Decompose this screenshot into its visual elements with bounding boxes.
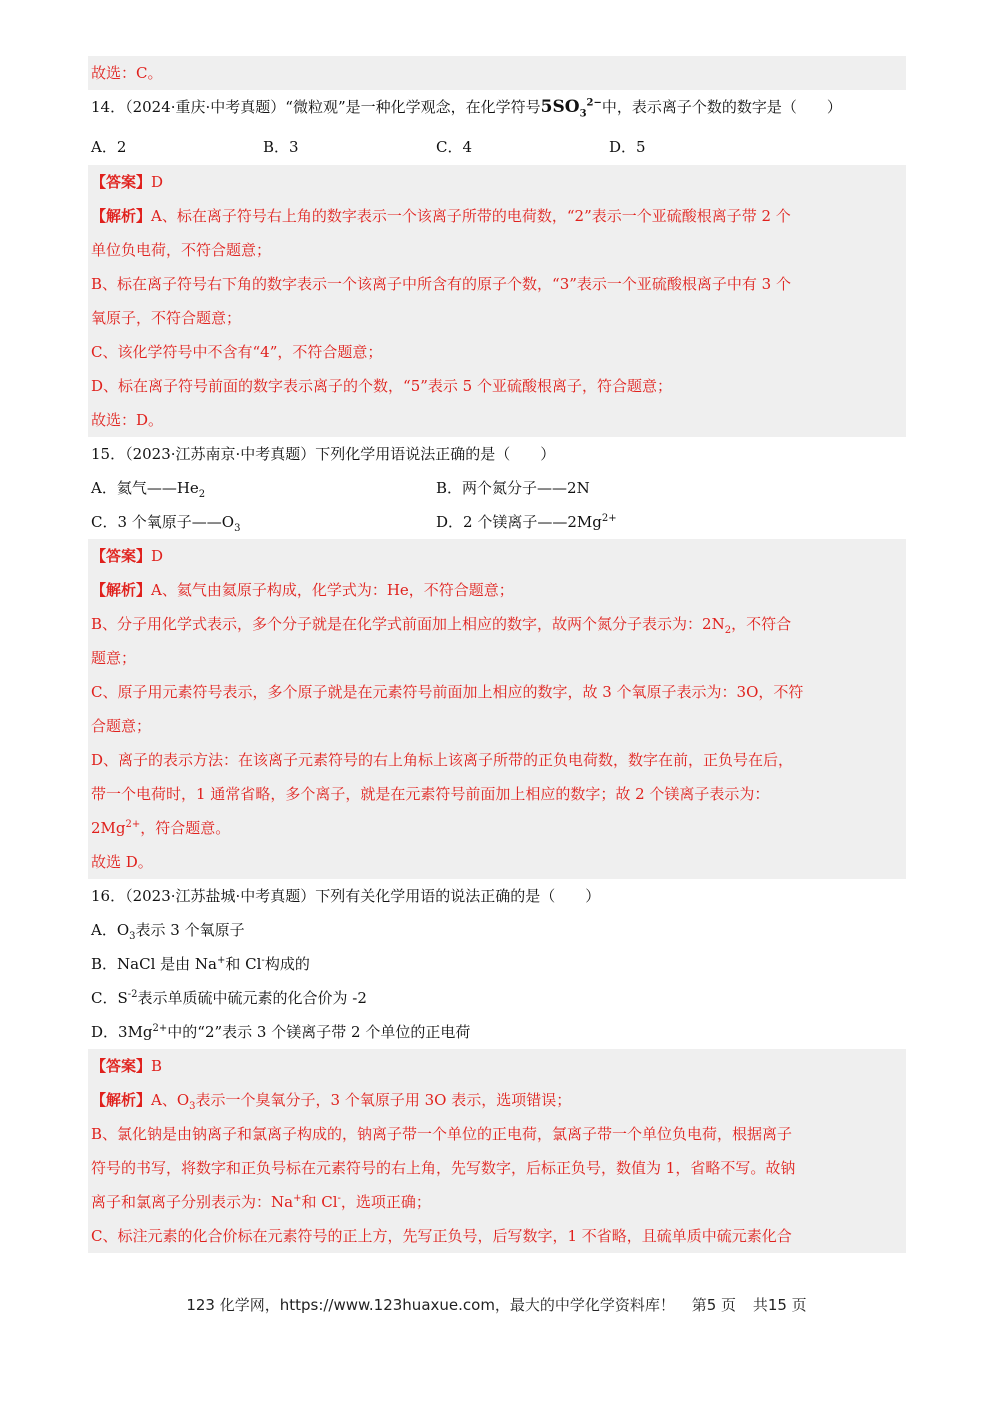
q15-analysis-line: 带一个电荷时，1 通常省略，多个离子，就是在元素符号前面加上相应的数字；故 2 个镁离子表示为：	[88, 777, 906, 811]
q15-analysis-line: $2Mg^{2+}$，符合题意。	[88, 811, 906, 845]
q14-answer: 【答案】D	[88, 165, 906, 199]
q15-conclusion: 故选 D。	[88, 845, 906, 879]
q15-option-c: C．3 个氧原子$——O_3$	[91, 513, 241, 534]
q14-analysis-line: B、标在离子符号右下角的数字表示一个该离子中所含有的原子个数，“3”表示一个亚硫酸根离子中有 3 个	[88, 267, 906, 301]
q14-option-c: C．4	[436, 138, 473, 156]
q16-stem: 16．（2023·江苏盐城·中考真题）下列有关化学用语的说法正确的是（ ）	[91, 887, 601, 905]
q15-option-d: D．2 个镁离子$——2Mg^{2+}$	[436, 513, 617, 531]
q16-analysis-line: 离子和氯离子分别表示为：Na+和 Cl-，选项正确；	[88, 1185, 906, 1219]
q14-analysis-line: 氧原子，不符合题意；	[88, 301, 906, 335]
q16-analysis-line: B、氯化钠是由钠离子和氯离子构成的，钠离子带一个单位的正电荷，氯离子带一个单位负电荷，根据离子	[88, 1117, 906, 1151]
q15-analysis-line: 合题意；	[88, 709, 906, 743]
q16-option-b: B．NaCl 是由 Na+和 Cl-构成的	[91, 955, 310, 973]
q14-conclusion: 故选：D。	[88, 403, 906, 437]
footer-site: 123 化学网，https://www.123huaxue.com，最大的中学化学资料库！	[186, 1296, 675, 1314]
q16-answer: 【答案】B	[88, 1049, 906, 1083]
q16-option-d: D．$3Mg^{2+}$中的“2”表示 3 个镁离子带 2 个单位的正电荷	[91, 1023, 471, 1041]
q16-option-c: C．$S^{-2}$表示单质硫中硫元素的化合价为 -2	[91, 989, 367, 1007]
q15-answer: 【答案】D	[88, 539, 906, 573]
q16-analysis-line: C、标注元素的化合价标在元素符号的正上方，先写正负号，后写数字，1 不省略，且硫单质中硫元素化合	[88, 1219, 906, 1253]
footer-page-total: 共15 页	[752, 1296, 807, 1314]
q15-options-row2	[88, 505, 906, 539]
q14-option-d: D．5	[609, 138, 646, 156]
q14-options	[88, 130, 906, 164]
q15-options-row1	[88, 471, 906, 505]
q14-analysis-line: D、标在离子符号前面的数字表示离子的个数，“5”表示 5 个亚硫酸根离子，符合题意；	[88, 369, 906, 403]
q15-analysis-line: 【解析】A、氦气由氦原子构成，化学式为：He，不符合题意；	[88, 573, 906, 607]
q14-option-b: B．3	[263, 138, 299, 156]
q16-analysis-line: 【解析】A、$O_3$表示一个臭氧分子，3 个氧原子用 3O 表示，选项错误；	[88, 1083, 906, 1117]
q15-option-b: B．两个氮分子——2N	[436, 479, 590, 497]
q15-analysis-line: D、离子的表示方法：在该离子元素符号的右上角标上该离子所带的正负电荷数，数字在前，正负号在后，	[88, 743, 906, 777]
q16-analysis-line: 符号的书写，将数字和正负号标在元素符号的右上角，先写数字，后标正负号，数值为 1，省略不写。故钠	[88, 1151, 906, 1185]
page-footer	[0, 1294, 993, 1315]
q14-option-a: A．2	[91, 138, 127, 156]
q15-analysis-line: C、原子用元素符号表示，多个原子就是在元素符号前面加上相应的数字，故 3 个氧原子表示为：3O，不符	[88, 675, 906, 709]
q14-analysis-line: C、该化学符号中不含有“4”，不符合题意；	[88, 335, 906, 369]
q16-option-a: A．$O_3$表示 3 个氧原子	[91, 921, 245, 942]
q15-analysis-line: B、分子用化学式表示，多个分子就是在化学式前面加上相应的数字，故两个氮分子表示为：$2N_2$，不符合	[88, 607, 906, 641]
q14-analysis-line: 单位负电荷，不符合题意；	[88, 233, 906, 267]
q15-analysis-line: 题意；	[88, 641, 906, 675]
q13-conclusion: 故选：C。	[88, 56, 906, 90]
footer-page-number: 第5 页	[691, 1296, 737, 1314]
q14-chem-formula: $5SO_3^{2-}$	[540, 97, 602, 120]
q15-stem: 15．（2023·江苏南京·中考真题）下列化学用语说法正确的是（ ）	[91, 445, 556, 463]
q14-stem: 14．（2024·重庆·中考真题）“微粒观”是一种化学观念，在化学符号$5SO_3^{2-}$中，表示离子个数的数字是（ ）	[91, 97, 842, 120]
q14-analysis-line: 【解析】A、标在离子符号右上角的数字表示一个该离子所带的电荷数，“2”表示一个亚硫酸根离子带 2 个	[88, 199, 906, 233]
q15-option-a: A．氦气$——He_2$	[91, 479, 206, 500]
